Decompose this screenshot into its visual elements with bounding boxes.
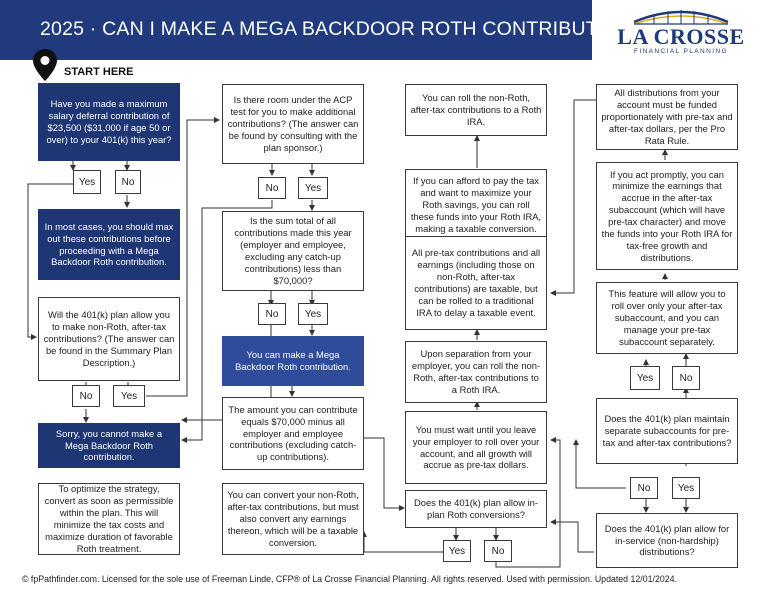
page-title: 2025 · CAN I MAKE A MEGA BACKDOOR ROTH CONTRIBUTION? [40,18,645,40]
question-sum-contributions: Is the sum total of all contributions made this year (employer and employee, excluding any catch-up contributions) less than $70,000? [222,211,364,291]
feature-separate-rollover: This feature will allow you to roll over only your after-tax subaccount, and you can manage your pre-tax subaccount separately. [596,282,738,354]
answer-yes: Yes [113,385,145,407]
optimize-strategy: To optimize the strategy, convert as soon as permissible within the plan. This will minimize the tax costs and maximize duration of favorable Roth treatment. [38,483,180,555]
cannot-contribute: Sorry, you cannot make a Mega Backdoor Roth contribution. [38,423,180,468]
answer-yes: Yes [298,303,328,325]
max-out-first: In most cases, you should max out these contributions before proceeding with a Mega Backdoor Roth contribution. [38,209,180,280]
question-in-service: Does the 401(k) plan allow for in-service (non-hardship) distributions? [596,513,738,568]
answer-yes: Yes [443,540,471,562]
answer-yes: Yes [630,366,660,390]
answer-no: No [72,385,100,407]
roll-to-roth-ira: You can roll the non-Roth, after-tax contributions to a Roth IRA. [405,84,547,136]
question-allow-after-tax: Will the 401(k) plan allow you to make non-Roth, after-tax contributions? (The answer can be found in the Summary Plan Description.) [38,297,180,381]
answer-no: No [115,170,141,194]
footer-copyright: © fpPathfinder.com. Licensed for the sole use of Freeman Linde, CFP® of La Crosse Financial Planning. All rights reserved. Used with permission. Updated 12/01/2024. [22,574,677,584]
question-max-deferral: Have you made a maximum salary deferral contribution of $23,500 ($31,000 if age 50 or over) to your 401(k) this year? [38,83,180,161]
answer-no: No [484,540,512,562]
afford-tax-conversion: If you can afford to pay the tax and want to maximize your Roth savings, you can roll these funds into your Roth IRA, making a taxable conversion. [405,169,547,241]
act-promptly: If you act promptly, you can minimize the earnings that accrue in the after-tax subaccount (which will have pre-tax character) and move the funds into your Roth IRA for tax-free growth and distributions. [596,162,738,270]
answer-yes: Yes [73,170,101,194]
start-label: START HERE [64,66,134,78]
question-acp-test: Is there room under the ACP test for you to make additional contributions? (The answer can be found by consulting with the plan sponsor.) [222,84,364,164]
upon-separation: Upon separation from your employer, you can roll the non-Roth, after-tax contributions to a Roth IRA. [405,341,547,403]
answer-no: No [672,366,700,390]
must-wait: You must wait until you leave your employer to roll over your account, and all growth will accrue as pre-tax dollars. [405,411,547,484]
convert-in-plan: You can convert your non-Roth, after-tax contributions, but must also convert any earnings thereon, which will be a taxable conversion. [222,483,364,555]
logo-subtitle: FINANCIAL PLANNING [634,48,728,55]
pro-rata-rule: All distributions from your account must be funded proportionately with pre-tax and after-tax dollars, per the Pro Rata Rule. [596,84,738,150]
answer-no: No [630,477,658,499]
question-separate-subaccounts: Does the 401(k) plan maintain separate subaccounts for pre-tax and after-tax contributions? [596,398,738,464]
answer-yes: Yes [298,177,328,199]
logo-name: LA CROSSE [617,24,745,49]
pretax-taxable: All pre-tax contributions and all earnings (including those on non-Roth, after-tax contributions) are taxable, but can be rolled to a traditional IRA to delay a taxable event. [405,236,547,330]
answer-no: No [258,177,286,199]
answer-yes: Yes [672,477,700,499]
can-make-contribution: You can make a Mega Backdoor Roth contribution. [222,336,364,386]
contribution-amount: The amount you can contribute equals $70,000 minus all employer and employee contributions (excluding catch-up contributions). [222,397,364,470]
question-in-plan-roth: Does the 401(k) plan allow in-plan Roth conversions? [405,490,547,528]
answer-no: No [258,303,286,325]
